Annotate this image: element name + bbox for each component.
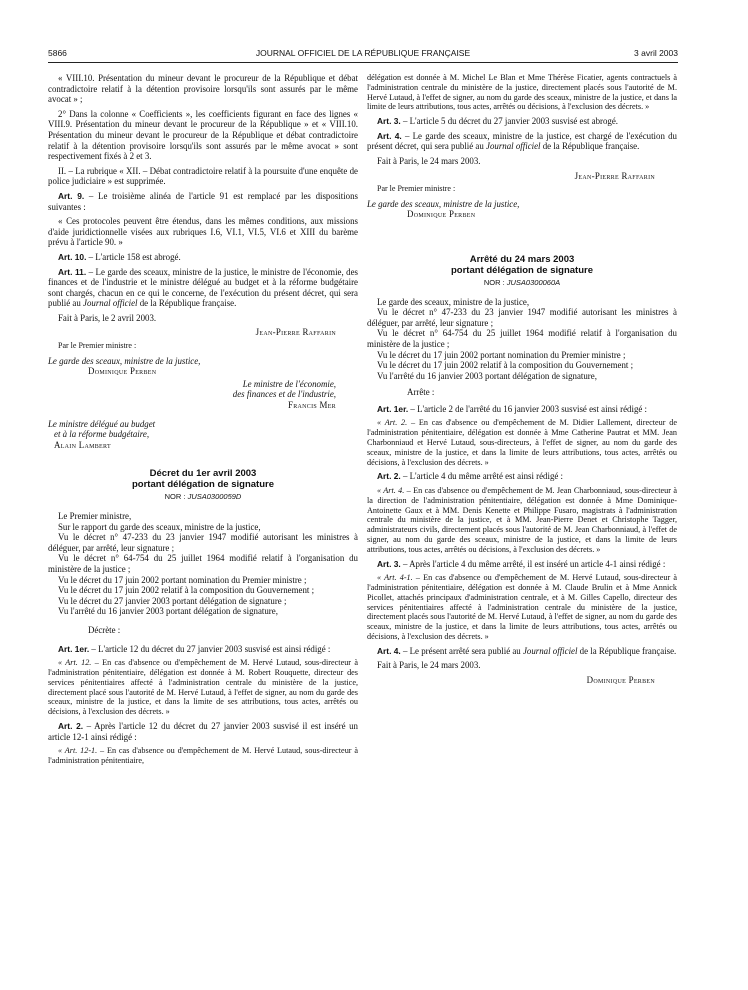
article-text: de la République française. <box>577 645 677 656</box>
minister-title: Le garde des sceaux, ministre de la justice, <box>367 198 520 209</box>
article-1 <box>367 404 677 415</box>
quoted-article <box>48 658 358 717</box>
article-text: – Le garde des sceaux, ministre de la justice, est chargé de l'exécution du présent décret, qui sera publié au <box>367 130 677 152</box>
paragraph: « VIII.10. Présentation du mineur devant le procureur de la République et débat contradictoire relatif à la détention provisoire lorsqu'ils sont assurés par le même avocat » ; <box>48 73 358 105</box>
article-label: Art. 11. <box>58 266 87 277</box>
article-label: Art. 9. <box>58 190 85 201</box>
arrete-subtitle: portant délégation de signature <box>451 264 593 276</box>
paragraph: délégation est donnée à M. Michel Le Blan et Mme Thérèse Ficatier, agents contractuels à l'administration centrale du ministère de la justice, directement placés sous l'autorité de M. Hervé Lutaud, à l'effet de signer, au nom du garde des sceaux, ministre de la justice, et dans la limite de leurs attributions, tous actes, arrêtés ou décisions, à l'exclusion des décrets. » <box>367 73 677 112</box>
header-rule <box>48 62 678 63</box>
paragraph: Vu le décret du 27 janvier 2003 portant délégation de signature ; <box>58 595 287 606</box>
paragraph: 2° Dans la colonne « Coefficients », les coefficients figurant en face des lignes « VIII.9. Présentation du mineur devant le procureur de la République » et « VIII.10. Présentation du mineur devant le procureur de la République et débat contradictoire relatif à la détention provisoire lorsqu'ils sont assurés par le même avocat » sont respectivement fixés à 2 et 3. <box>48 108 358 162</box>
article-label: Art. 3. <box>377 558 401 569</box>
article-text: – En cas d'absence ou d'empêchement de M. Didier Lallement, directeur de l'administration pénitentiaire, délégation est donnée à Mme Catherine Pautrat et MM. Jean Charbonniaud et Hervé Lutaud, sous-directeurs, à l'effet de signer, au nom du garde des sceaux, ministre de la justice, et dans la limite de leurs attributions, tous actes, arrêtés ou décisions, à l'exclusion des décrets. » <box>367 418 677 467</box>
article-text: de la République française. <box>540 141 640 152</box>
article-label: Art. 1er. <box>58 643 90 654</box>
article-label: Art. 1er. <box>377 403 409 414</box>
article-label: Art. 10. <box>58 251 87 262</box>
quoted-article <box>367 486 677 555</box>
nor-label: NOR : <box>483 277 507 287</box>
quoted-article <box>367 573 677 642</box>
left-column <box>48 73 358 770</box>
article-text: – L'article 2 de l'arrêté du 16 janvier 2003 susvisé est ainsi rédigé : <box>408 403 648 414</box>
article-2 <box>48 721 358 742</box>
minister-title: Le garde des sceaux, ministre de la justice, <box>48 355 201 366</box>
signature-raffarin: Jean-Pierre Raffarin <box>255 327 336 338</box>
article-text: – En cas d'absence ou d'empêchement de M. Hervé Lutaud, sous-directeur à l'administration pénitentiaire, délégation est donnée à M. Claude Brulin et à Mme Annick Picollet, attachés principaux d'administration centrale, et à M. Gilles Capello, directeur des services pénitentiaires affecté à l'administration centrale du ministère de la justice, directement placés sous l'autorité de M. Hervé Lutaud, à l'effet de signer, au nom du garde des sceaux, ministre de la justice, et dans la limite de leurs attributions, tous actes, arrêtés ou décisions, à l'exclusion des décrets. » <box>367 573 677 641</box>
article-11 <box>48 267 358 309</box>
article-label: Art. 4. <box>377 130 402 141</box>
article-text: – En cas d'absence ou d'empêchement de M. Jean Charbonniaud, sous-directeur à la direction de l'administration pénitentiaire, délégation est donnée à Mme Dominique-Antoinette Gaux et à MM. Denis Kenette et Philippe Fusaro, magistrats à l'administration centrale du ministère de la justice, et à MM. Jean-Pierre Denet et Christophe Tagger, administrateurs civils, directement placés sous l'autorité de M. Jean Charbonniaud, à l'effet de signer, au nom du garde des sceaux, ministre de la justice, et dans la limite de leurs attributions, tous actes, arrêtés ou décisions, à l'exclusion des décrets. » <box>367 486 677 554</box>
article-text: – L'article 12 du décret du 27 janvier 2003 susvisé est ainsi rédigé : <box>89 643 331 654</box>
paragraph: Vu le décret du 17 juin 2002 portant nomination du Premier ministre ; <box>58 574 307 585</box>
article-label: « Art. 4. <box>377 486 405 496</box>
article-label: Art. 2. <box>58 720 84 731</box>
article-text: – L'article 5 du décret du 27 janvier 2003 susvisé est abrogé. <box>400 116 618 127</box>
minister-title: des finances et de l'industrie, <box>232 389 336 400</box>
signature-mer: Francis Mer <box>287 400 336 411</box>
article-text: – Le présent arrêté sera publié au <box>400 645 523 656</box>
nor-reference <box>48 492 358 503</box>
article-label: « Art. 12-1. <box>58 746 98 756</box>
paragraph: Le Premier ministre, <box>58 511 132 521</box>
paragraph: Vu l'arrêté du 16 janvier 2003 portant délégation de signature, <box>58 606 278 617</box>
quoted-article <box>367 418 677 467</box>
par-line: Par le Premier ministre : <box>377 184 456 194</box>
article-2 <box>367 471 677 482</box>
paragraph: II. – La rubrique « XII. – Débat contradictoire relatif à la poursuite d'une enquête de police judiciaire » est supprimée. <box>48 165 358 187</box>
paragraph: Vu le décret n° 64-754 du 25 juillet 1964 modifié relatif à l'organisation du ministère de la justice ; <box>48 553 358 574</box>
fait-line: Fait à Paris, le 24 mars 2003. <box>377 155 481 166</box>
signature-perben: Dominique Perben <box>586 674 655 685</box>
article-3 <box>367 559 677 570</box>
signature-lambert: Alain Lambert <box>54 439 111 450</box>
paragraph: Vu le décret du 17 juin 2002 portant nomination du Premier ministre ; <box>377 349 626 360</box>
arrete-title: Arrêté du 24 mars 2003 <box>469 253 575 265</box>
arrete-line: Arrête : <box>407 387 435 398</box>
minister-title: Le ministre délégué au budget <box>48 418 156 429</box>
journal-ref: Journal officiel <box>522 645 578 656</box>
article-text: – En cas d'absence ou d'empêchement de M. Hervé Lutaud, sous-directeur à l'administration pénitentiaire, délégation est donnée à M. Robert Rouquette, directeur des services pénitentiaires affecté à l'administration centrale du ministère de la justice, directement placé sous l'autorité de M. Hervé Lutaud, à l'effet de signer, au nom du garde des sceaux, ministre de la justice, et dans la limite de ses attributions, tous actes, arrêtés ou décisions, à l'exclusion des décrets. » <box>48 658 358 717</box>
article-label: Art. 4. <box>377 645 401 656</box>
fait-line: Fait à Paris, le 2 avril 2003. <box>58 312 157 323</box>
minister-title: Le ministre de l'économie, <box>242 378 336 389</box>
article-label: Art. 2. <box>377 471 401 482</box>
journal-ref: Journal officiel <box>83 298 138 309</box>
decree-subtitle: portant délégation de signature <box>132 479 274 491</box>
article-text: – Le troisième alinéa de l'article 91 est remplacé par les dispositions suivantes : <box>48 190 358 212</box>
article-label: Art. 3. <box>377 116 401 127</box>
paragraph: « Ces protocoles peuvent être étendus, dans les mêmes conditions, aux missions d'aide juridictionnelle visées aux rubriques I.6, VI.1, VI.5, VI.6 et XIII du barème prévu à l'article 90. » <box>48 216 358 248</box>
quoted-article <box>48 746 358 766</box>
nor-label: NOR : <box>164 492 188 502</box>
article-text: de la République française. <box>137 298 237 309</box>
article-1 <box>48 644 358 655</box>
decrete-line: Décrète : <box>88 624 121 635</box>
paragraph: Vu l'arrêté du 16 janvier 2003 portant délégation de signature, <box>377 370 597 381</box>
article-3 <box>367 116 677 127</box>
signature-perben: Dominique Perben <box>407 209 476 220</box>
page-number: 5866 <box>48 48 67 58</box>
article-text: – En cas d'absence ou d'empêchement de M. Hervé Lutaud, sous-directeur à l'administration pénitentiaire, <box>48 746 358 765</box>
article-9 <box>48 191 358 212</box>
article-text: – L'article 158 est abrogé. <box>86 251 181 262</box>
par-line: Par le Premier ministre : <box>58 341 137 351</box>
paragraph: Vu le décret n° 64-754 du 25 juillet 1964 modifié relatif à l'organisation du ministère de la justice ; <box>367 328 677 349</box>
article-text: – Après l'article 12 du décret du 27 janvier 2003 susvisé il est inséré un article 12-1 ainsi rédigé : <box>48 720 358 742</box>
signature-raffarin: Jean-Pierre Raffarin <box>574 170 655 181</box>
minister-title: et à la réforme budgétaire, <box>54 429 150 440</box>
paragraph: Sur le rapport du garde des sceaux, ministre de la justice, <box>58 521 261 532</box>
journal-title: JOURNAL OFFICIEL DE LA RÉPUBLIQUE FRANÇAISE <box>255 48 471 58</box>
paragraph: Le garde des sceaux, ministre de la justice, <box>377 296 530 307</box>
article-4 <box>367 646 677 657</box>
article-text: – Le garde des sceaux, ministre de la justice, le ministre de l'économie, des finances et de l'industrie et le ministre délégué au budget et à la réforme budgétaire sont chargés, chacun en ce qui le concerne, de l'exécution du présent décret, qui sera publié au <box>48 266 358 309</box>
article-label: « Art. 2. <box>377 418 408 428</box>
decree-title: Décret du 1er avril 2003 <box>149 468 257 480</box>
page-header <box>48 48 678 62</box>
fait-line: Fait à Paris, le 24 mars 2003. <box>377 660 481 671</box>
issue-date: 3 avril 2003 <box>634 48 678 58</box>
paragraph: Vu le décret n° 47-233 du 23 janvier 1947 modifié autorisant les ministres à déléguer, par arrêté, leur signature ; <box>367 307 677 328</box>
paragraph: Vu le décret n° 47-233 du 23 janvier 1947 modifié autorisant les ministres à déléguer, par arrêté, leur signature ; <box>48 532 358 553</box>
article-10 <box>48 252 358 263</box>
article-text: – Après l'article 4 du même arrêté, il est inséré un article 4-1 ainsi rédigé : <box>400 558 666 569</box>
signature-perben: Dominique Perben <box>88 366 157 377</box>
journal-ref: Journal officiel <box>486 141 541 152</box>
right-column <box>367 73 677 689</box>
nor-value: JUSA0300059D <box>187 492 242 502</box>
article-4 <box>367 131 677 152</box>
nor-value: JUSA0300060A <box>506 277 561 287</box>
article-text: – L'article 4 du même arrêté est ainsi rédigé : <box>400 471 564 482</box>
nor-reference <box>367 278 677 289</box>
article-label: « Art. 12. <box>58 658 92 668</box>
article-label: « Art. 4-1. <box>377 573 413 583</box>
paragraph: Vu le décret du 17 juin 2002 relatif à la composition du Gouvernement ; <box>377 360 634 371</box>
paragraph: Vu le décret du 17 juin 2002 relatif à la composition du Gouvernement ; <box>58 585 315 596</box>
